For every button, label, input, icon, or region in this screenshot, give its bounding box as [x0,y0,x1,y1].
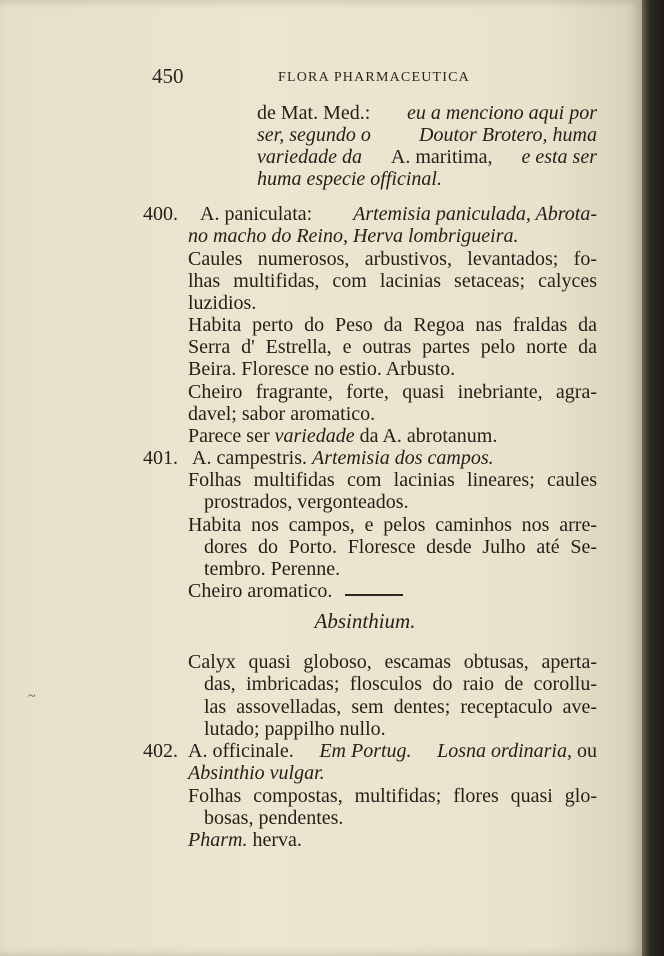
italic-run: Losna ordinaria [437,740,567,762]
text-line: Habita perto do Peso da Regoa nas fraldas da [188,314,597,336]
text-line: Habita nos campos, e pelos caminhos nos arre- [188,514,597,536]
text-line: lhas multifidas, com lacinias setaceas; calyces [188,270,597,292]
text-run: A. paniculata: [200,203,313,225]
italic-run: variedade [274,425,355,447]
italic-run: Doutor Brotero, huma [419,124,597,146]
text-line: Caules numerosos, arbustivos, levantados; fo- [188,248,597,270]
text-line: Serra d' Estrella, e outras partes pelo norte da [188,336,597,358]
text-line: las assovelladas, sem dentes; receptaculo ave- [204,696,597,718]
text-line: Calyx quasi globoso, escamas obtusas, aperta- [188,651,597,673]
text-line [188,740,597,762]
text-line: bosas, pendentes. [204,807,344,829]
text-line: davel; sabor aromatico. [188,403,376,425]
entry-number: 401. [143,447,178,469]
text-line: luzidios. [188,292,257,314]
italic-run: Artemisia paniculada, Abrota- [353,203,597,225]
text-line: Cheiro aromatico. [188,580,333,602]
italic-run: e esta ser [521,146,597,168]
section-heading: Absinthium. [314,609,416,633]
text-line [257,146,597,168]
text-line [188,425,497,447]
text-line [257,102,597,124]
text-line: tembro. Perenne. [204,558,341,580]
text-run [437,740,597,762]
text-run: A. officinale. [188,740,294,762]
text-line: prostrados, vergonteados. [204,491,409,513]
text-run: , ou [566,740,597,762]
italic-run: Absinthio vulgar. [188,762,325,784]
text-line [188,829,302,851]
text-line: Beira. Floresce no estio. Arbusto. [188,358,456,380]
text-line [192,447,494,469]
italic-run: Artemisia dos campos. [311,447,494,469]
italic-run: huma especie officinal. [257,168,442,190]
text-run: Parece ser [188,425,270,447]
italic-run: ser, segundo o [257,124,371,146]
text-line: Folhas compostas, multifidas; flores quasi glo- [188,785,597,807]
text-line [257,124,597,146]
italic-run: no macho do Reino, Herva lombrigueira. [188,225,519,247]
text-line: Cheiro fragrante, forte, quasi inebriante, agra- [188,381,597,403]
page-header [150,64,590,94]
text-run: A. campestris. [192,447,307,469]
italic-run: eu a menciono aqui por [407,102,597,124]
text-run: de Mat. Med.: [257,102,371,124]
book-gutter [642,0,664,956]
italic-run: variedade da [257,146,362,168]
text-line [188,762,325,784]
stray-ink-mark: ~ [28,689,36,704]
italic-run: Em Portug. [319,740,412,762]
text-line [188,225,519,247]
text-run: A. maritima, [390,146,493,168]
text-run: da A. abrotanum. [359,425,498,447]
running-head: FLORA PHARMACEUTICA [278,70,470,85]
text-line [200,203,597,225]
text-line: lutado; pappilho nullo. [204,718,386,740]
italic-run: Pharm. [188,829,248,851]
page-number: 450 [152,64,184,88]
text-line: Folhas multifidas com lacinias lineares; caules [188,469,597,491]
text-run: herva. [252,829,302,851]
text-line [257,168,442,190]
text-line: das, imbricadas; flosculos do raio de corollu- [204,673,597,695]
entry-number: 402. [143,740,178,762]
text-line: dores do Porto. Floresce desde Julho até Se- [204,536,597,558]
entry-number: 400. [143,203,178,225]
section-rule [345,594,403,596]
